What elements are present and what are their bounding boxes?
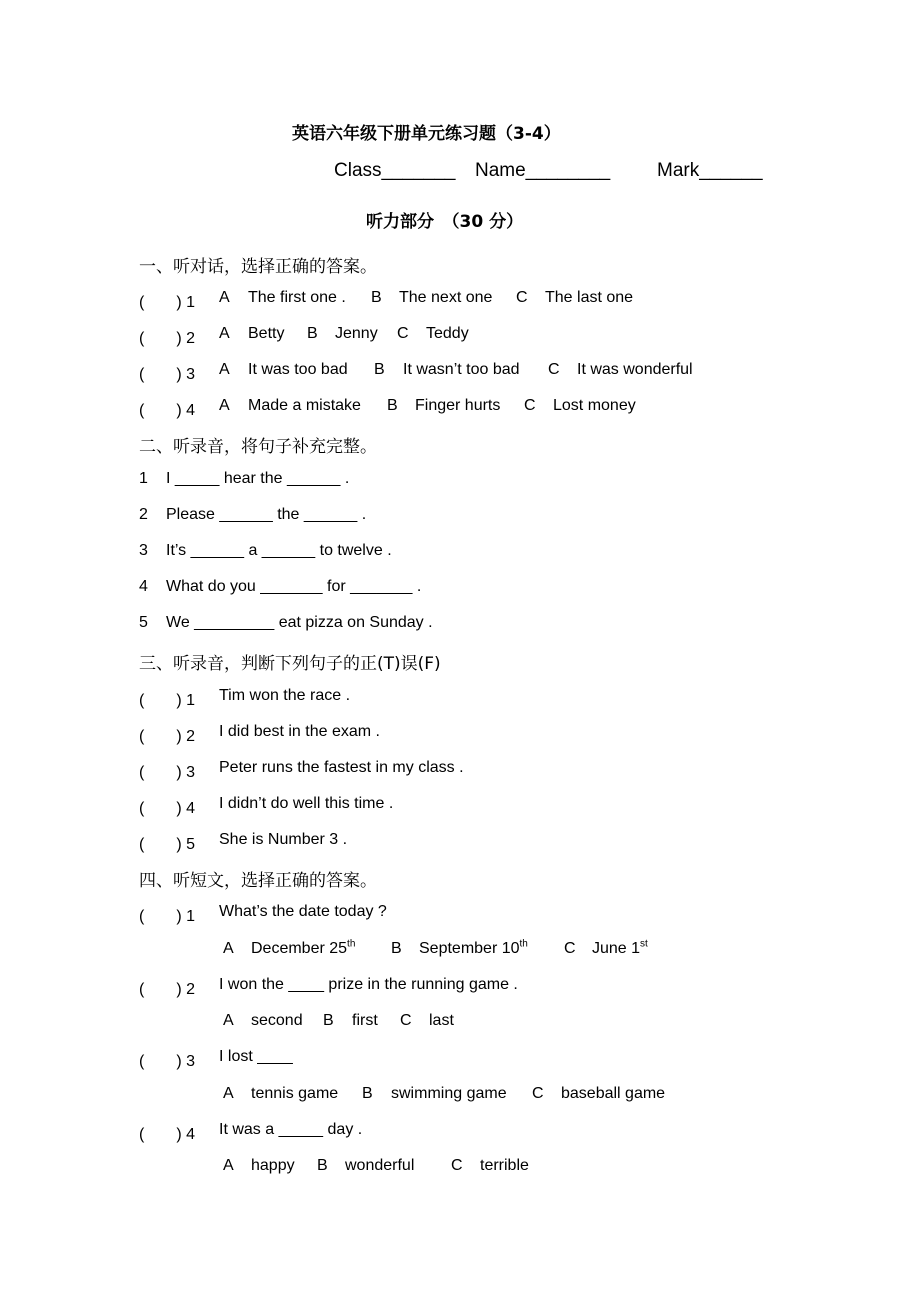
page-title: 英语六年级下册单元练习题（3-4） xyxy=(292,124,561,144)
option-b-text: wonderful xyxy=(345,1157,415,1174)
question-text: What’s the date today ? xyxy=(219,903,387,920)
option-a-letter: A xyxy=(219,397,230,414)
option-b-letter: B xyxy=(391,940,402,957)
part3-heading: 三、听录音，判断下列句子的正(T)误(F) xyxy=(139,654,441,674)
option-a-letter: A xyxy=(219,361,230,378)
question-text: It was a _____ day . xyxy=(219,1121,363,1138)
item-number: 1 xyxy=(139,470,148,487)
statement-text: Peter runs the fastest in my class . xyxy=(219,759,464,776)
name-field-label: Name________ xyxy=(475,160,611,181)
answer-bracket: ( ) 5 xyxy=(139,836,196,853)
answer-bracket: ( ) 4 xyxy=(139,800,196,817)
option-c-letter: C xyxy=(532,1085,544,1102)
option-b-letter: B xyxy=(323,1012,334,1029)
option-b-text: It wasn’t too bad xyxy=(403,361,520,378)
mark-field-label: Mark______ xyxy=(657,160,763,181)
option-b-text: first xyxy=(352,1012,378,1029)
part4-heading: 四、听短文，选择正确的答案。 xyxy=(139,871,377,891)
statement-text: She is Number 3 . xyxy=(219,831,348,848)
answer-bracket: ( ) 1 xyxy=(139,294,196,311)
option-a-letter: A xyxy=(223,940,234,957)
option-c-letter: C xyxy=(524,397,536,414)
sentence-text: Please ______ the ______ . xyxy=(166,506,367,523)
sentence-text: We _________ eat pizza on Sunday . xyxy=(166,614,433,631)
option-b-text: swimming game xyxy=(391,1085,507,1102)
option-a-text: second xyxy=(251,1012,303,1029)
option-b-text: Finger hurts xyxy=(415,397,501,414)
sentence-text: I _____ hear the ______ . xyxy=(166,470,350,487)
option-c-text: Lost money xyxy=(553,397,636,414)
option-c-letter: C xyxy=(548,361,560,378)
option-c-text: terrible xyxy=(480,1157,529,1174)
answer-bracket: ( ) 2 xyxy=(139,330,196,347)
item-number: 2 xyxy=(139,506,148,523)
option-c-letter: C xyxy=(400,1012,412,1029)
statement-text: I did best in the exam . xyxy=(219,723,380,740)
answer-bracket: ( ) 2 xyxy=(139,728,196,745)
question-text: I won the ____ prize in the running game . xyxy=(219,976,518,993)
option-b-letter: B xyxy=(307,325,318,342)
option-a-letter: A xyxy=(219,289,230,306)
option-c-letter: C xyxy=(397,325,409,342)
option-a-letter: A xyxy=(223,1157,234,1174)
option-a-letter: A xyxy=(223,1085,234,1102)
option-a-letter: A xyxy=(223,1012,234,1029)
statement-text: Tim won the race . xyxy=(219,687,351,704)
option-c-text: Teddy xyxy=(426,325,469,342)
option-a-letter: A xyxy=(219,325,230,342)
answer-bracket: ( ) 3 xyxy=(139,366,196,383)
item-number: 4 xyxy=(139,578,148,595)
option-c-text: last xyxy=(429,1012,454,1029)
option-b-letter: B xyxy=(317,1157,328,1174)
option-c-text: June 1st xyxy=(592,938,648,957)
sentence-text: What do you _______ for _______ . xyxy=(166,578,422,595)
option-c-letter: C xyxy=(516,289,528,306)
part1-heading: 一、听对话，选择正确的答案。 xyxy=(139,257,377,277)
option-b-text: The next one xyxy=(399,289,493,306)
option-a-text: It was too bad xyxy=(248,361,348,378)
option-c-letter: C xyxy=(451,1157,463,1174)
option-b-letter: B xyxy=(362,1085,373,1102)
option-a-text: Betty xyxy=(248,325,285,342)
answer-bracket: ( ) 2 xyxy=(139,981,196,998)
answer-bracket: ( ) 1 xyxy=(139,692,196,709)
option-a-text: happy xyxy=(251,1157,295,1174)
question-text: I lost ____ xyxy=(219,1048,293,1065)
class-field-label: Class_______ xyxy=(334,160,456,181)
answer-bracket: ( ) 4 xyxy=(139,402,196,419)
option-b-text: September 10th xyxy=(419,938,528,957)
statement-text: I didn’t do well this time . xyxy=(219,795,394,812)
option-a-text: Made a mistake xyxy=(248,397,361,414)
option-b-letter: B xyxy=(387,397,398,414)
part2-heading: 二、听录音，将句子补充完整。 xyxy=(139,437,377,457)
section-title: 听力部分 （30 分） xyxy=(366,212,524,232)
answer-bracket: ( ) 3 xyxy=(139,1053,196,1070)
answer-bracket: ( ) 4 xyxy=(139,1126,196,1143)
option-c-text: The last one xyxy=(545,289,634,306)
option-a-text: The first one . xyxy=(248,289,346,306)
option-b-text: Jenny xyxy=(335,325,378,342)
option-c-text: It was wonderful xyxy=(577,361,693,378)
item-number: 5 xyxy=(139,614,148,631)
answer-bracket: ( ) 1 xyxy=(139,908,196,925)
option-a-text: tennis game xyxy=(251,1085,339,1102)
option-c-text: baseball game xyxy=(561,1085,666,1102)
answer-bracket: ( ) 3 xyxy=(139,764,196,781)
item-number: 3 xyxy=(139,542,148,559)
option-b-letter: B xyxy=(371,289,382,306)
option-b-letter: B xyxy=(374,361,385,378)
sentence-text: It’s ______ a ______ to twelve . xyxy=(166,542,392,559)
option-c-letter: C xyxy=(564,940,576,957)
option-a-text: December 25th xyxy=(251,938,356,957)
